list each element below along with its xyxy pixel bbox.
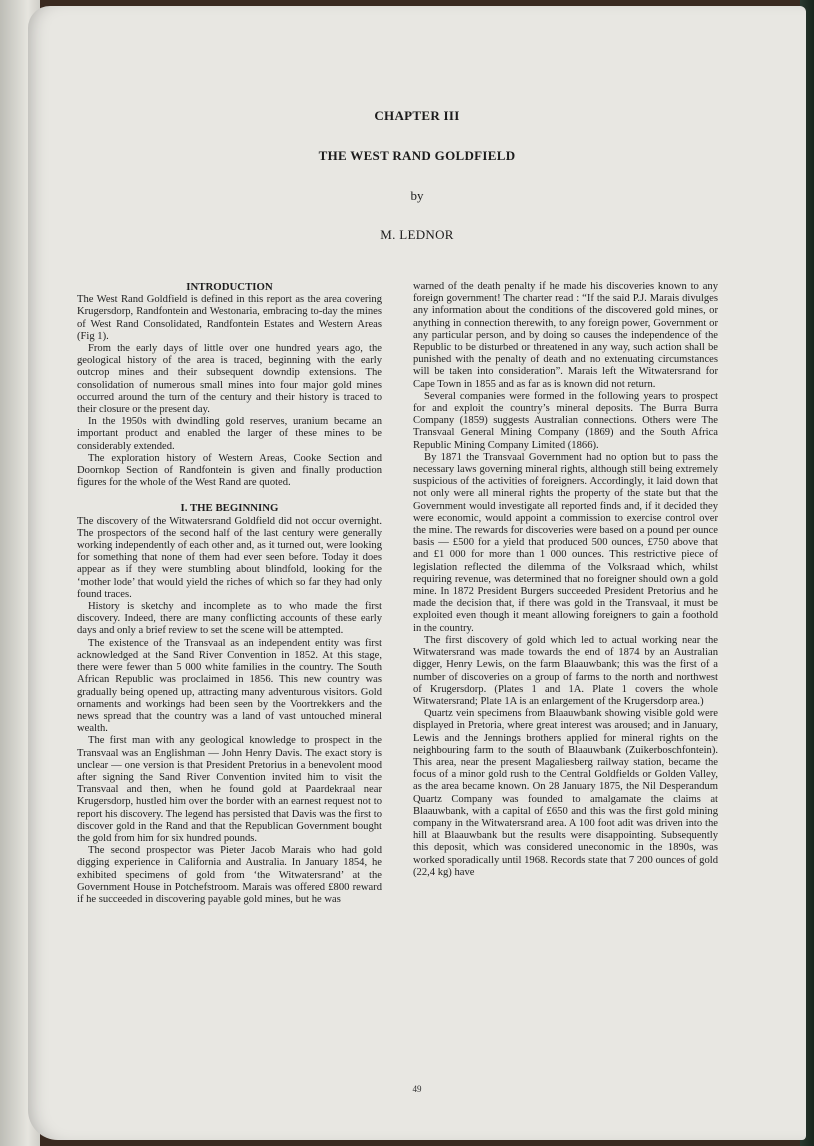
paragraph: The first discovery of gold which led to actual working near the Witwatersrand was made towards the end of 1874 by an Australian digger, Henry Lewis, on the farm Blaauwbank; this was the first of a number of discoveries on a group of farms to the north and northwest of Krugersdorp. (Plates 1 and 1A. Plate 1 covers the whole Witwatersrand; Plate 1A is an enlargement of the Krugersdorp area.) xyxy=(413,634,718,707)
author-name: M. LEDNOR xyxy=(380,227,454,242)
document-page xyxy=(28,6,806,1140)
section-heading-beginning: I. THE BEGINNING xyxy=(180,502,279,515)
paragraph: The first man with any geological knowledge to prospect in the Transvaal was an Englishman — John Henry Davis. The exact story is unclear — one version is that President Pretorius in a benevolent mood after signing the Sand River Convention invited him to visit the Transvaal and then, when he found gold at Paardekraal near Krugersdorp, hustled him over the border with an earnest request not to report his discovery. The legend has persisted that Davis was the first to discover gold in the Rand and that the Republican Government bought the gold from him for six hundred pounds. xyxy=(77,735,382,844)
paragraph: warned of the death penalty if he made his discoveries known to any foreign government! The charter read : “If the said P.J. Marais divulges any information about the conditions of the discovered gold mines, or anything in connection therewith, to any foreign power, Government or any particular person, and by doing so causes the independence of the Republic to be disturbed or threatened in any way, such action shall be punished with the penalty of death and no extenuating circumstances will be taken into consideration”. Marais left the Witwatersrand for Cape Town in 1855 and as far as is known did not return. xyxy=(413,281,718,390)
paragraph: History is sketchy and incomplete as to who made the first discovery. Indeed, there are many conflicting accounts of these early days and only a brief review to set the scene will be attempted. xyxy=(77,601,382,637)
chapter-title: THE WEST RAND GOLDFIELD xyxy=(318,148,516,163)
paragraph: From the early days of little over one hundred years ago, the geological history of the area is traced, beginning with the early outcrop mines and their subsequent downdip extensions. The consolidation of numerous small mines into four major gold mines occurred around the turn of the century and their history is traced to their closure or the present day. xyxy=(77,343,382,416)
right-column xyxy=(413,281,718,879)
paragraph: The exploration history of Western Areas, Cooke Section and Doornkop Section of Randfontein is given and finally production figures for the whole of the West Rand are quoted. xyxy=(77,452,382,489)
paragraph: By 1871 the Transvaal Government had no option but to pass the necessary laws governing mineral rights, although still being extremely suspicious of the activities of foreigners. Accordingly, it laid down that not only were all mineral rights the property of the state but that the Government would investigate all reported finds and, if it decided they were economic, would appoint a commission to exercise control over the mine. The rewards for discoveries were based on a pound per ounce basis — £500 for a yield that produced 500 ounces, £750 above that and £1 000 for more than 1 000 ounces. This restrictive piece of legislation reflected the dilemma of the Volksraad which, whilst requiring revenue, was determined that no foreigner should own a gold mine. In 1872 President Burgers succeeded President Pretorius and he made the decision that, if there was gold in the Transvaal, it must be exploited even though it meant allowing foreigners to gain a foothold in the country. xyxy=(413,451,718,634)
left-column xyxy=(77,281,382,906)
byline: by xyxy=(410,188,424,203)
paragraph: Several companies were formed in the following years to prospect for and exploit the country’s mineral deposits. The Burra Burra Company (1859) suggests Australian connections. Others were The Transvaal General Mining Company (1869) and the South Africa Republic Mining Company Limited (1866). xyxy=(413,390,718,451)
paragraph: The discovery of the Witwatersrand Goldfield did not occur overnight. The prospectors of the second half of the last century were generally working independently of each other and, as it turned out, were looking for something that none of them had ever seen before. Today it does appear as if they were stumbling about blindfold, looking for the ‘mother lode’ that would yield the riches of which so far they had only found traces. xyxy=(77,515,382,600)
paragraph: Quartz vein specimens from Blaauwbank showing visible gold were displayed in Pretoria, where great interest was aroused; and in January, Lewis and the Jennings brothers applied for mineral rights on the neighbouring farm to the south of Blaauwbank (Zuikerboschfontein). This area, near the present Magaliesberg railway station, became the focus of a minor gold rush to the Central Goldfields or Golden Valley, as the area became known. On 28 January 1875, the Nil Desperandum Quartz Company was founded to amalgamate the claims at Blaauwbank, with a capital of £650 and this was the first gold mining company in the Witwatersrand area. A 100 foot adit was driven into the hill at Blaauwbank but the results were disappointing. Subsequently this deposit, which was considered uneconomic in the 1890s, was worked sporadically until 1968. Records state that 7 200 ounces of gold (22,4 kg) have xyxy=(413,708,718,878)
chapter-number: CHAPTER III xyxy=(374,108,460,123)
section-heading-introduction: INTRODUCTION xyxy=(186,281,273,293)
paragraph: The West Rand Goldfield is defined in this report as the area covering Krugersdorp, Randfontein and Westonaria, embracing to-day the mines of West Rand Consolidated, Randfontein Estates and Western Areas (Fig 1). xyxy=(77,294,382,342)
page-number: 49 xyxy=(412,1084,422,1094)
paragraph: The existence of the Transvaal as an independent entity was first acknowledged at the Sand River Convention in 1852. At this stage, there were fewer than 5 000 white families in the country. The South African Republic was proclaimed in 1856. This new country was gradually being opened up, attracting many adventurous visitors. Gold ornaments and workings had been seen by the Voortrekkers and the news spread that the country was a land of vast untouched mineral wealth. xyxy=(77,637,382,735)
paragraph: In the 1950s with dwindling gold reserves, uranium became an important product and enabled the larger of these mines to be considerably extended. xyxy=(77,416,382,452)
paragraph: The second prospector was Pieter Jacob Marais who had gold digging experience in California and Australia. In January 1854, he exhibited specimens of gold from ‘the Witwatersrand’ at the Government House in Potchefstroom. Marais was offered £800 reward if he succeeded in discovering payable gold mines, but he was xyxy=(77,845,382,905)
